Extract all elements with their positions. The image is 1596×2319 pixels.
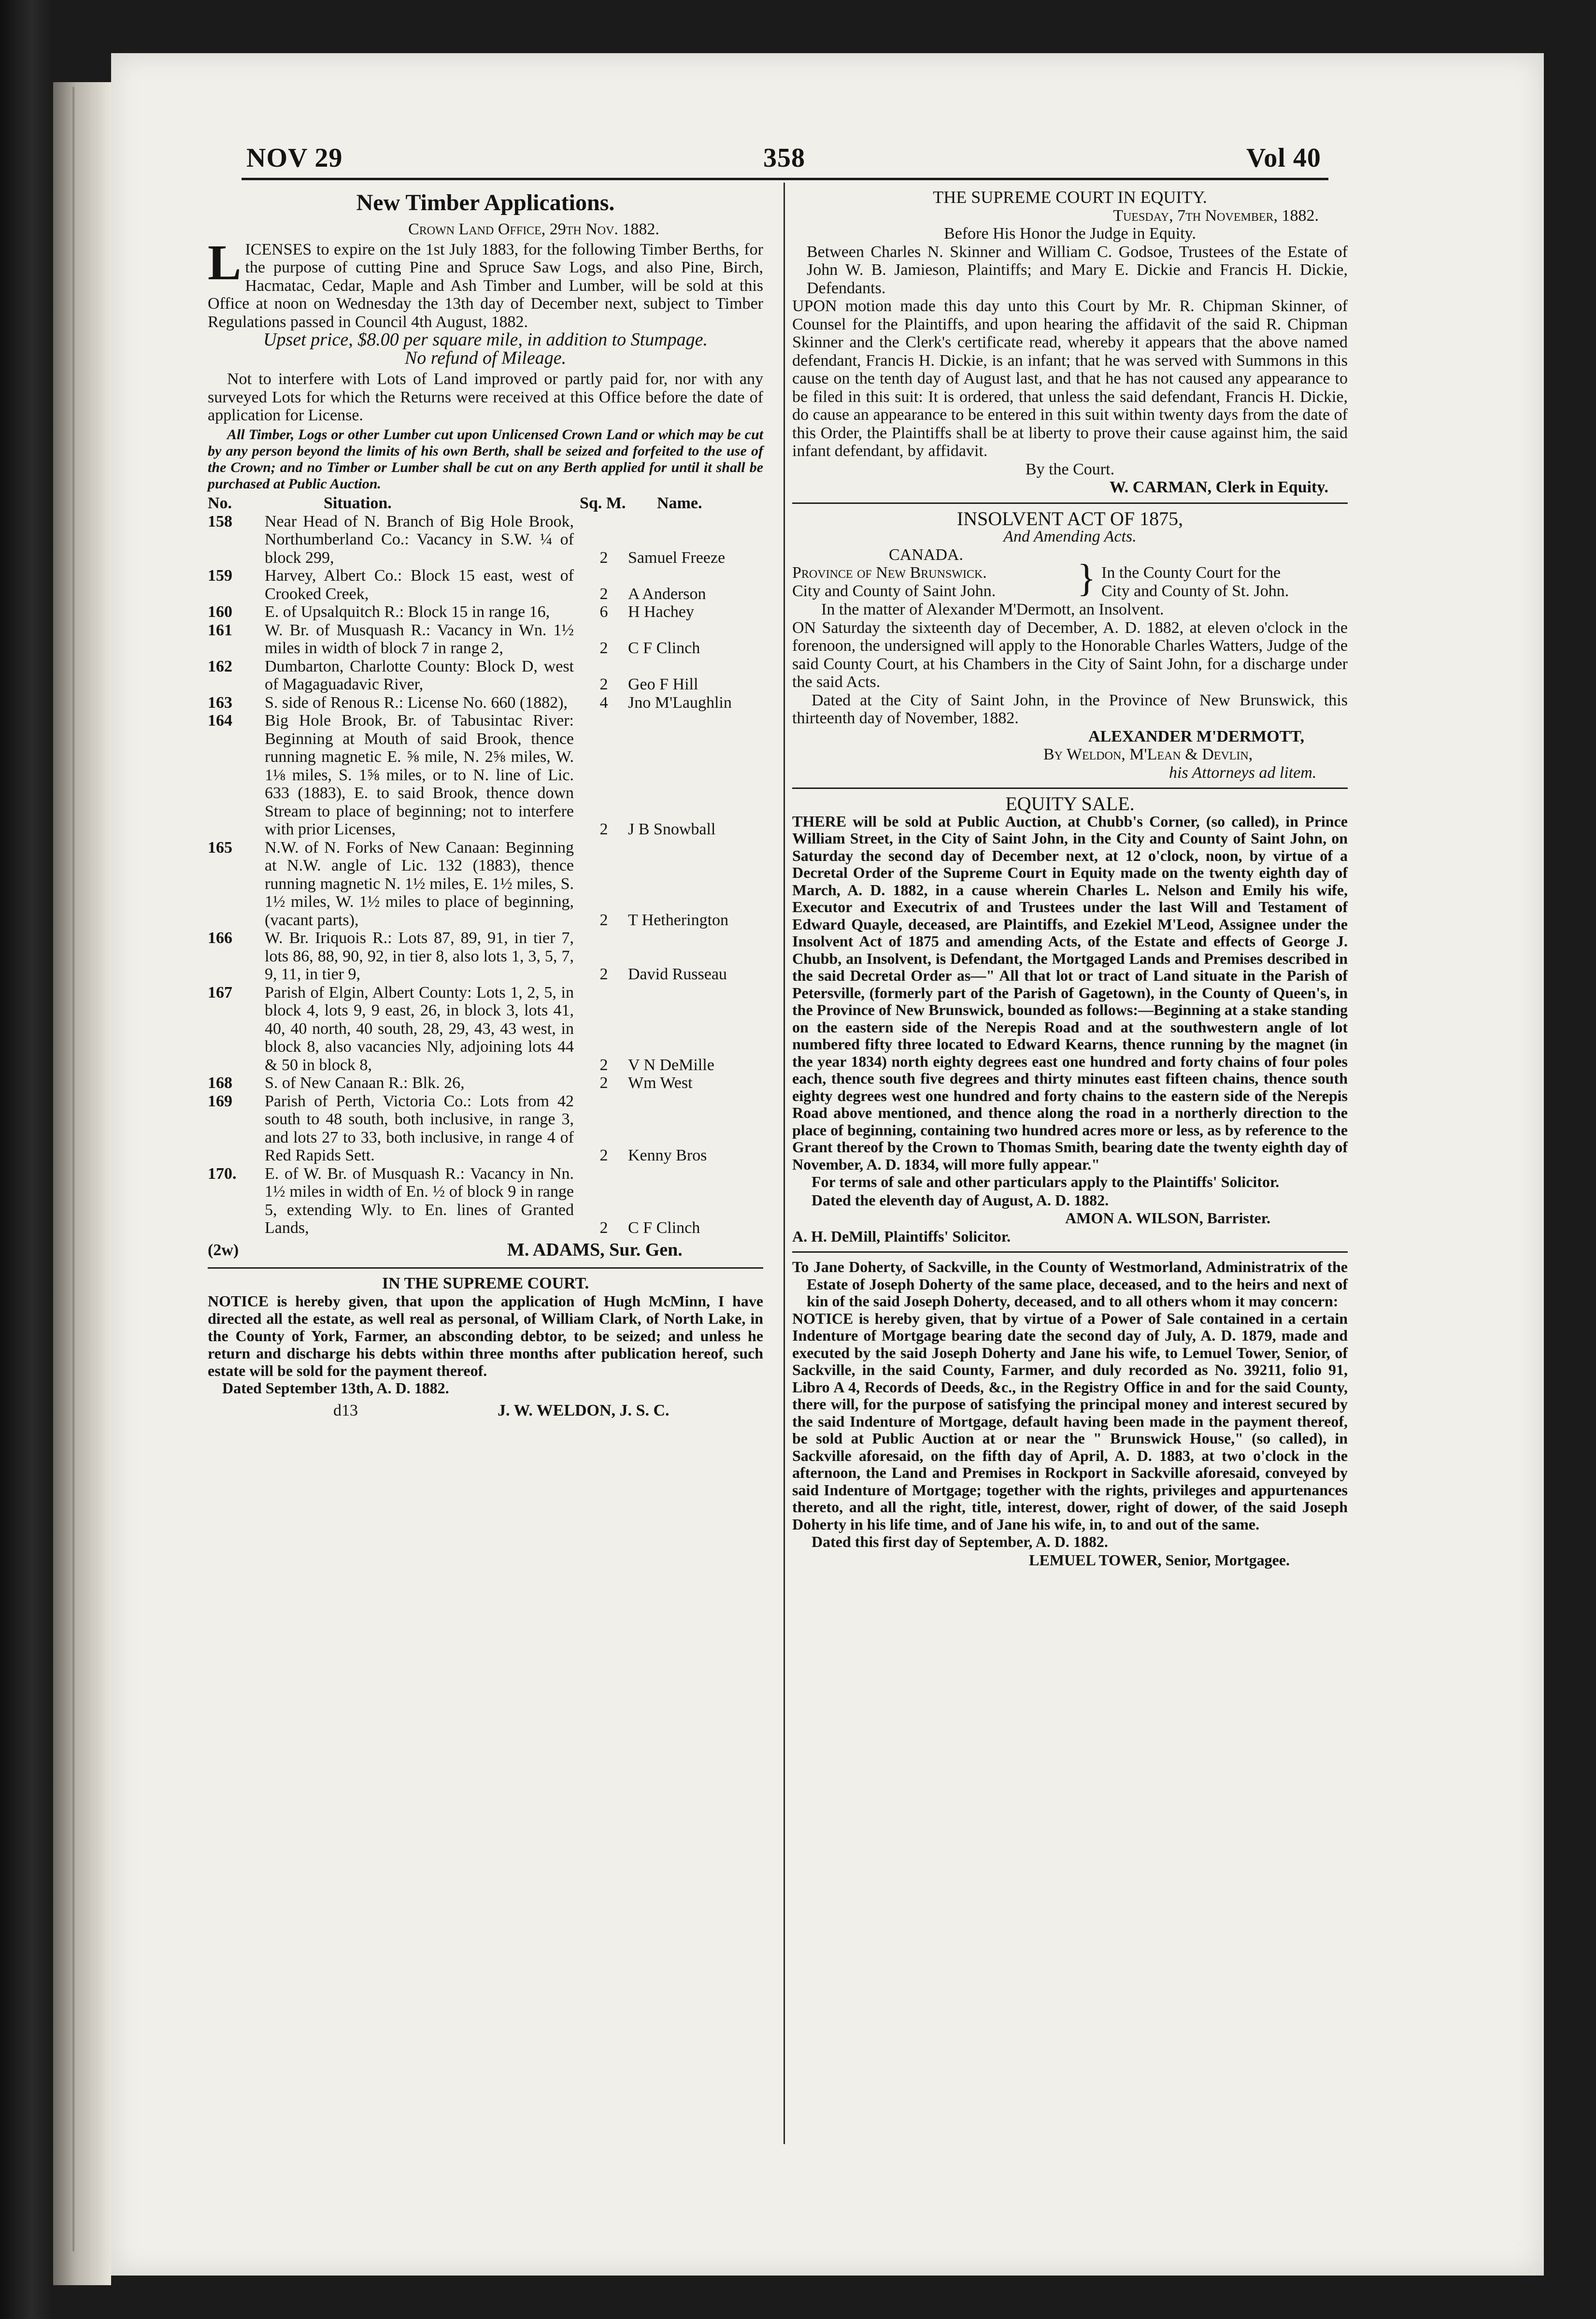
timber-row-no: 169 (208, 1092, 232, 1110)
equity-date: Tuesday, 7th November, 1882. (1113, 206, 1319, 225)
timber-row-no: 163 (208, 693, 232, 712)
timber-footer (208, 1241, 763, 1261)
timber-row (208, 1074, 763, 1092)
header-date: NOV 29 (246, 143, 343, 173)
timber-row-no: 161 (208, 621, 232, 639)
equity-signature: W. CARMAN, Clerk in Equity. (1109, 478, 1328, 496)
equity-order: UPON motion made this day unto this Court by Mr. R. Chipman Skinner, of Counsel for the Plaintiffs, and upon hearing the affidavit of the said R. Chipman Skinner and the Clerk's certificate read, whereby it appears that the above named defendant, Francis H. Dickie, is an infant; that he was served with Summons in this cause on the tenth day of August last, and that he has not caused any appearance to be filed in this suit: It is ordered, that unless the said defendant, Francis H. Dickie, do cause an appearance to be entered in this suit within twenty days from the date of this Order, the Plaintiffs shall be at liberty to prove their cause against him, the said infant defendant, by affidavit. (792, 297, 1348, 460)
equity-by-court: By the Court. (1025, 460, 1115, 478)
timber-row-sq: 2 (599, 911, 608, 929)
equity-sale-signature: AMON A. WILSON, Barrister. (1065, 1209, 1270, 1227)
insolvent-attorneys: his Attorneys ad litem. (1169, 763, 1317, 782)
page-edge-line (72, 87, 74, 2251)
insolvent-body: ON Saturday the sixteenth day of December, A. D. 1882, at eleven o'clock in the forenoon, the undersigned will apply to the Honorable Charles Watters, Judge of the said County Court, at his Chambers in the City of Saint John, for a discharge under the said Acts. (792, 618, 1348, 691)
timber-row-sq: 2 (599, 639, 608, 657)
col-no-header: No. (208, 494, 232, 512)
equity-parties: Between Charles N. Skinner and William C. Godsoe, Trustees of the Estate of John W. B. Jamieson, Plaintiffs; and Mary E. Dickie and Francis H. Dickie, Defendants. (807, 243, 1348, 297)
timber-row-situation: Dumbarton, Charlotte County: Block D, west of Magaguadavic River, (265, 657, 574, 693)
insolvent-court-line1: In the County Court for the (1101, 564, 1281, 582)
timber-dateline: Crown Land Office, 29th Nov. 1882. (408, 220, 659, 238)
timber-row (208, 603, 763, 621)
insolvent-subtitle: And Amending Acts. (1003, 528, 1137, 545)
timber-row-no: 167 (208, 983, 232, 1002)
timber-upset-price: Upset price, $8.00 per square mile, in addition to Stumpage. (263, 329, 708, 350)
mortgage-signature: LEMUEL TOWER, Senior, Mortgagee. (1029, 1551, 1290, 1569)
timber-row-no: 158 (208, 512, 232, 530)
timber-row-sq: 4 (599, 693, 608, 712)
insolvent-city: City and County of Saint John. (792, 582, 996, 600)
header-rule (242, 178, 1328, 180)
timber-row-sq: 6 (599, 603, 608, 621)
insolvent-signature: ALEXANDER M'DERMOTT, (1088, 727, 1304, 745)
insolvent-court-block (792, 557, 1348, 601)
timber-row (208, 1092, 763, 1165)
equity-sale-dated: Dated the eleventh day of August, A. D. 1882. (812, 1191, 1109, 1209)
timber-row (208, 567, 763, 603)
right-column (792, 188, 1348, 1569)
timber-row-no: 166 (208, 929, 232, 947)
timber-row-sq: 2 (599, 1074, 608, 1092)
equity-sale-terms: For terms of sale and other particulars apply to the Plaintiffs' Solicitor. (812, 1173, 1280, 1190)
timber-row (208, 1165, 763, 1237)
timber-row-sq: 2 (599, 585, 608, 603)
column-divider (784, 183, 785, 2144)
timber-row-no: 160 (208, 603, 232, 621)
timber-row-name: A Anderson (628, 585, 706, 603)
insolvent-matter: In the matter of Alexander M'Dermott, an Insolvent. (821, 601, 1164, 618)
col-situation-header: Situation. (324, 494, 392, 512)
left-column (208, 188, 763, 1421)
timber-row-sq: 2 (599, 548, 608, 567)
timber-row (208, 984, 763, 1074)
section-rule (208, 1267, 763, 1269)
timber-row-situation: Parish of Perth, Victoria Co.: Lots from 42 south to 48 south, both inclusive, in range 3, and lots 27 to 33, both inclusive, in range 4 of Red Rapids Sett. (265, 1092, 574, 1164)
timber-row-sq: 2 (599, 965, 608, 983)
timber-drop-cap: L (208, 234, 242, 290)
supreme-court-title: IN THE SUPREME COURT. (382, 1274, 589, 1292)
timber-row (208, 929, 763, 984)
timber-row-no: 170. (208, 1164, 237, 1183)
header-volume: Vol 40 (1246, 143, 1321, 173)
timber-row-name: C F Clinch (628, 639, 700, 657)
timber-row-situation: E. of Upsalquitch R.: Block 15 in range 16, (265, 603, 550, 621)
timber-row-name: Jno M'Laughlin (628, 693, 732, 712)
timber-row (208, 513, 763, 567)
supreme-court-code: d13 (333, 1401, 358, 1419)
mortgage-dated: Dated this first day of September, A. D. 1882. (812, 1533, 1108, 1550)
timber-row-name: Wm West (628, 1074, 693, 1092)
supreme-court-dated: Dated September 13th, A. D. 1882. (222, 1379, 449, 1397)
timber-row-name: Samuel Freeze (628, 548, 726, 567)
timber-row-situation: N.W. of N. Forks of New Canaan: Beginning at N.W. angle of Lic. 132 (1883), thence running magnetic N. 1½ miles, E. 1½ miles, S. 1½ miles, W. 1½ miles to place of beginning, (vacant parts), (265, 838, 574, 929)
supreme-court-signoff (208, 1402, 763, 1421)
page-edge (53, 82, 111, 2285)
equity-sale-body: THERE will be sold at Public Auction, at Chubb's Corner, (so called), in Prince William Street, in the City of Saint John, in the City and County of Saint John, on Saturday the second day of December next, at 12 o'clock, noon, by virtue of a Decretal Order of the Supreme Court in Equity made on the twenty eighth day of March, A. D. 1882, in a cause wherein Charles L. Nelson and Emily his wife, Executor and Executrix of and Trustees under the last Will and Testament of Edward Quayle, deceased, are Plaintiffs, and Ezekiel M'Leod, Assignee under the Insolvent Act of 1875 and amending Acts, of the Estate and effects of George J. Chubb, an Insolvent, is Defendant, the Mortgaged Lands and Premises described in the said Decretal Order as—" All that lot or tract of Land situate in the Parish of Petersville, (formerly part of the Parish of Gagetown), in the County of Queen's, in the Province of New Brunswick, bounded as follows:—Beginning at a stake standing on the eastern side of the Nerepis Road and at the southwestern angle of lot numbered fifty three located to Edward Kearns, thence running by the magnet (in the year 1834) north eighty degrees east one hundred and forty chains of four poles each, thence south five degrees and thirty minutes east fifteen chains, thence south eighty degrees west one hundred and forty chains to the eastern side of the Nerepis Road above mentioned, and thence along the road in a northerly direction to the place of beginning, containing two hundred acres more or less, as by reference to the Grant thereof by the Crown to Thomas Smith, bearing date the twenty eighth day of November, A. D. 1834, will more fully appear." (792, 812, 1348, 1173)
col-name-header: Name. (657, 494, 702, 512)
supreme-court-signature: J. W. WELDON, J. S. C. (498, 1401, 670, 1419)
book-binding (0, 0, 53, 2319)
brace-icon: } (1077, 557, 1096, 600)
timber-no-refund: No refund of Mileage. (404, 347, 567, 368)
timber-row-name: Geo F Hill (628, 675, 698, 693)
timber-title: New Timber Applications. (356, 190, 615, 215)
timber-signature: M. ADAMS, Sur. Gen. (507, 1239, 683, 1260)
timber-row-no: 165 (208, 838, 232, 857)
timber-row-situation: E. of W. Br. of Musquash R.: Vacancy in Nn. 1½ miles in width of En. ½ of block 9 in range 5, extending Wly. to En. lines of Granted Lands, (265, 1164, 574, 1237)
col-sq-header: Sq. M. (580, 494, 626, 512)
timber-row (208, 839, 763, 930)
timber-row-name: David Russeau (628, 965, 727, 983)
mortgage-body: NOTICE is hereby given, that by virtue of a Power of Sale contained in a certain Indenture of Mortgage bearing date the second day of July, A. D. 1879, made and executed by the said Joseph Doherty and Jane his wife, to Lemuel Tower, Senior, of Sackville, in the said County, Farmer, and duly recorded as No. 39211, folio 91, Libro A 4, Records of Deeds, &c., in the Registry Office in and for the said County, there will, for the purpose of satisfying the principal money and interest secured by the said Indenture of Mortgage, default having been made in the payment thereof, be sold at Public Auction at or near the " Brunswick House," (so called), in Sackville aforesaid, on the fifth day of April, A. D. 1883, at two o'clock in the afternoon, the Land and Premises in Rockport in Sackville aforesaid, conveyed by said Indenture of Mortgage; together with the rights, privileges and appurtenances thereto, and all the right, title, interest, dower, right of dower, of the said Joseph Doherty in his life time, and of Jane his wife, in, to and out of the same. (792, 1309, 1348, 1533)
timber-intro-text: ICENSES to expire on the 1st July 1883, for the following Timber Berths, for the purpose of cutting Pine and Spruce Saw Logs, and also Pine, Birch, Hacmatac, Cedar, Maple and Ash Timber and Lumber, will be sold at this Office at noon on Wednesday the 13th day of December next, subject to Timber Regulations passed in Council 4th August, 1882. (208, 240, 763, 331)
timber-row (208, 658, 763, 694)
equity-before: Before His Honor the Judge in Equity. (944, 225, 1196, 243)
insolvent-court-line2: City and County of St. John. (1101, 582, 1289, 600)
timber-row-situation: Parish of Elgin, Albert County: Lots 1, 2, 5, in block 4, lots 9, 9 east, 26, in block 3, lots 41, 40, 40 north, 40 south, 28, 29, 43, 43 west, in block 8, also vacancies Nly, adjoining lots 44 & 50 in block 8, (265, 983, 574, 1074)
timber-row-no: 159 (208, 567, 232, 585)
insolvent-title: INSOLVENT ACT OF 1875, (956, 507, 1183, 530)
timber-row-name: T Hetherington (628, 911, 729, 929)
insolvent-dated: Dated at the City of Saint John, in the Province of New Brunswick, this thirteenth day of November, 1882. (792, 691, 1348, 727)
section-rule (792, 502, 1348, 504)
equity-sale-solicitor: A. H. DeMill, Plaintiffs' Solicitor. (792, 1227, 1011, 1245)
timber-note-seizure: All Timber, Logs or other Lumber cut upon Unlicensed Crown Land or which may be cut by any person beyond the limits of his own Berth, shall be seized and forfeited to the use of the Crown; and no Timber or Lumber shall be cut on any Berth applied for until it shall be purchased at Public Auction. (208, 426, 763, 492)
timber-row-name: Kenny Bros (628, 1146, 707, 1164)
timber-row-name: C F Clinch (628, 1219, 700, 1237)
timber-row-name: V N DeMille (628, 1056, 714, 1074)
section-rule (792, 1251, 1348, 1253)
timber-table-header (208, 494, 763, 513)
timber-row (208, 712, 763, 839)
timber-row-no: 168 (208, 1074, 232, 1092)
timber-row-situation: W. Br. of Musquash R.: Vacancy in Wn. 1½ miles in width of block 7 in range 2, (265, 621, 574, 657)
timber-note-lots: Not to interfere with Lots of Land improved or partly paid for, nor with any surveyed Lots for which the Returns were received at this Office before the date of application for License. (208, 370, 763, 424)
section-rule (792, 787, 1348, 789)
equity-sale-title: EQUITY SALE. (1005, 793, 1135, 815)
timber-row (208, 621, 763, 658)
timber-insertion-code: (2w) (208, 1241, 239, 1259)
timber-row-no: 162 (208, 657, 232, 675)
timber-row-name: H Hachey (628, 603, 694, 621)
timber-row-situation: Harvey, Albert Co.: Block 15 east, west of Crooked Creek, (265, 567, 574, 603)
timber-row-sq: 2 (599, 820, 608, 838)
timber-row-situation: Big Hole Brook, Br. of Tabusintac River: Beginning at Mouth of said Brook, thence running magnetic E. ⅝ mile, N. 2⅝ miles, W. 1⅛ miles, S. 1⅝ miles, or to N. line of Lic. 633 (1883), E. to said Brook, thence down Stream to place of beginning; not to interfere with prior Licenses, (265, 712, 574, 838)
timber-row-situation: W. Br. Iriquois R.: Lots 87, 89, 91, in tier 7, lots 86, 88, 90, 92, in tier 8, also lots 1, 3, 5, 7, 9, 11, in tier 9, (265, 929, 574, 983)
header-page-number: 358 (763, 143, 805, 173)
equity-title: THE SUPREME COURT IN EQUITY. (933, 187, 1207, 207)
timber-row-sq: 2 (599, 1146, 608, 1164)
timber-row-situation: S. side of Renous R.: License No. 660 (1882), (265, 693, 568, 712)
insolvent-province: Province of New Brunswick. (792, 564, 987, 582)
timber-row-sq: 2 (599, 1056, 608, 1074)
timber-row-name: J B Snowball (628, 820, 716, 838)
timber-intro (208, 234, 763, 331)
supreme-court-notice: NOTICE is hereby given, that upon the application of Hugh McMinn, I have directed all the estate, as well real as personal, of William Clark, of North Lake, in the County of York, Farmer, an absconding debtor, to be seized; and unless he return and discharge his debts within three months after publication hereof, such estate will be sold for the payment thereof. (208, 1292, 763, 1379)
timber-row (208, 694, 763, 712)
timber-row-situation: Near Head of N. Branch of Big Hole Brook, Northumberland Co.: Vacancy in S.W. ¼ of block 299, (265, 512, 574, 567)
insolvent-canada: CANADA. (889, 545, 963, 564)
timber-row-no: 164 (208, 712, 232, 730)
timber-row-sq: 2 (599, 675, 608, 693)
mortgage-address: To Jane Doherty, of Sackville, in the County of Westmorland, Administratrix of the Estate of Joseph Doherty of the same place, deceased, and to the heirs and next of kin of the said Joseph Doherty, deceased, and to all others whom it may concern: (792, 1258, 1348, 1310)
timber-row-situation: S. of New Canaan R.: Blk. 26, (265, 1074, 465, 1092)
timber-row-sq: 2 (599, 1219, 608, 1237)
timber-table (208, 513, 763, 1237)
insolvent-by: By Weldon, M'Lean & Devlin, (1043, 745, 1253, 763)
